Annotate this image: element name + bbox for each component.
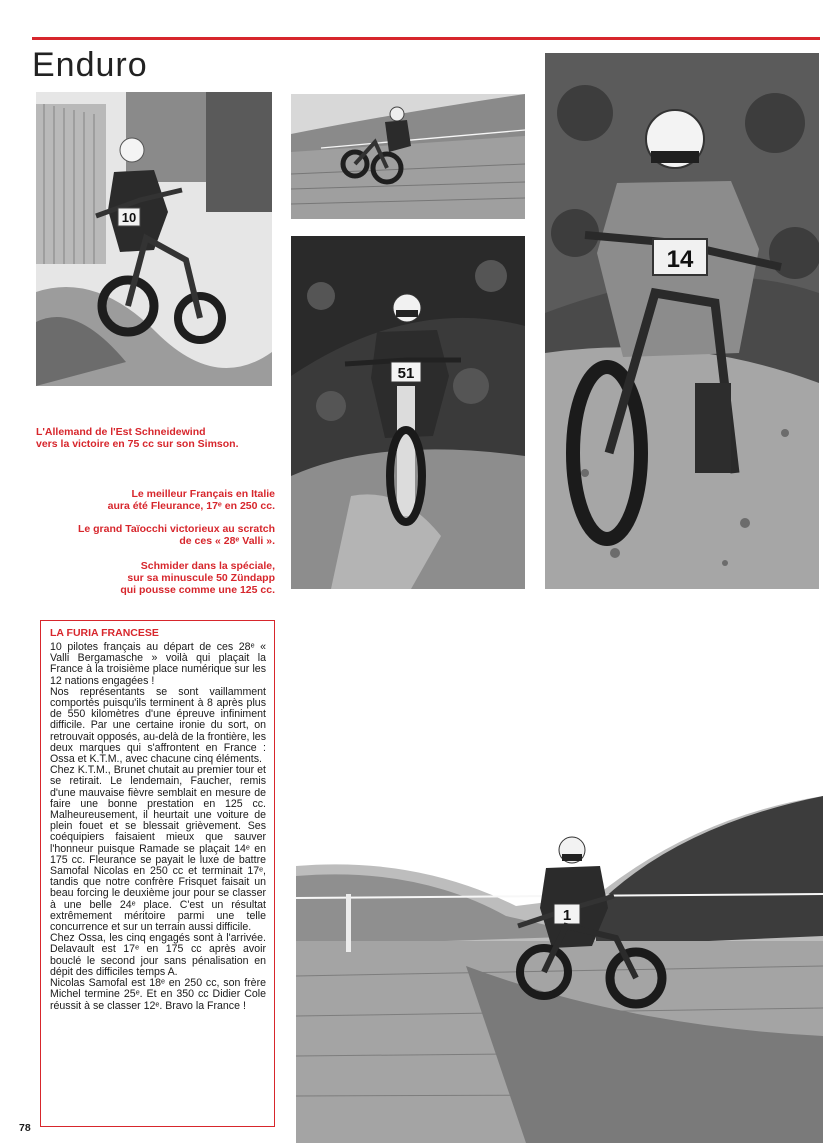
article-paragraph: Chez Ossa, les cinq engagés sont à l'arrivée. Delavault est 17ᵉ en 175 cc après avoir bouclé le second jour sans pénalisation en dépit des difficiles temps A. <box>50 932 266 978</box>
plate-number: 51 <box>397 365 415 382</box>
caption-schneidewind: L'Allemand de l'Est Schneidewind vers la victoire en 75 cc sur son Simson. <box>36 426 239 450</box>
photo-schneidewind <box>36 92 272 386</box>
photo-hillside <box>291 94 525 219</box>
caption-taiocchi: Le grand Taïocchi victorieux au scratch de ces « 28ᵉ Valli ». <box>77 523 275 547</box>
motocross-rider-photo-icon <box>545 53 819 589</box>
article-body <box>50 642 266 1012</box>
caption-fleurance: Le meilleur Français en Italie aura été Fleurance, 17ᵉ en 250 cc. <box>107 488 275 512</box>
caption-schmider: Schmider dans la spéciale, sur sa minuscule 50 Zündapp qui pousse comme une 125 cc. <box>120 560 275 596</box>
motocross-rider-photo-icon <box>291 94 525 219</box>
article-paragraph: 10 pilotes français au départ de ces 28ᵉ « Valli Bergamasche » voilà qui plaçait la France à la troisième place numérique sur les 12 nations engagées ! <box>50 641 266 687</box>
article-paragraph: Chez K.T.M., Brunet chutait au premier tour et se retirait. Le lendemain, Faucher, remis d'une mauvaise fièvre semblait en mesure de faire une bonne prestation en 125 cc. Malheureusement, il heurtait une voiture de plein fouet et se blessait grièvement. Ses coéquipiers faisaient mieux que sauver l'honneur puisque Ramade se plaçait 14ᵉ en 175 cc. Fleurance se payait le luxe de battre Samofal Nicolas en 250 cc et terminait 17ᵉ, tandis que notre confrère Frisquet faisait un beau forcing le deuxième jour pour se classer à une belle 24ᵉ place. C'est un résultat extrêmement méritoire parmi une telle concurrence et sur un terrain aussi difficile. <box>50 764 266 934</box>
page-number: 78 <box>19 1122 31 1134</box>
motocross-rider-photo-icon <box>296 776 823 1143</box>
plate-number: 1 <box>562 907 572 924</box>
article-paragraph: Nos représentants se sont vaillamment comportés puisqu'ils terminent à 8 après plus de 550 kilomètres d'une épreuve infiniment difficile. Par une certaine ironie du sort, on retrouvait opposés, au-delà de la frontière, les deux marques qui s'affrontent en France : Ossa et K.T.M., avec chacune cinq éléments. <box>50 685 266 766</box>
plate-number: 10 <box>121 210 137 225</box>
section-title: Enduro <box>32 46 148 84</box>
motocross-rider-photo-icon <box>291 236 525 589</box>
photo-schmider <box>296 776 823 1143</box>
photo-fleurance <box>291 236 525 589</box>
motocross-rider-photo-icon <box>36 92 272 386</box>
plate-number: 14 <box>666 246 694 273</box>
article-title: LA FURIA FRANCESE <box>50 627 159 639</box>
photo-taiocchi <box>545 53 819 589</box>
article-paragraph: Nicolas Samofal est 18ᵉ en 250 cc, son frère Michel termine 25ᵉ. Et en 350 cc Didier Cole réussit à se classer 12ᵉ. Bravo la France ! <box>50 977 266 1012</box>
article-box <box>40 620 275 1127</box>
top-rule <box>32 37 820 40</box>
